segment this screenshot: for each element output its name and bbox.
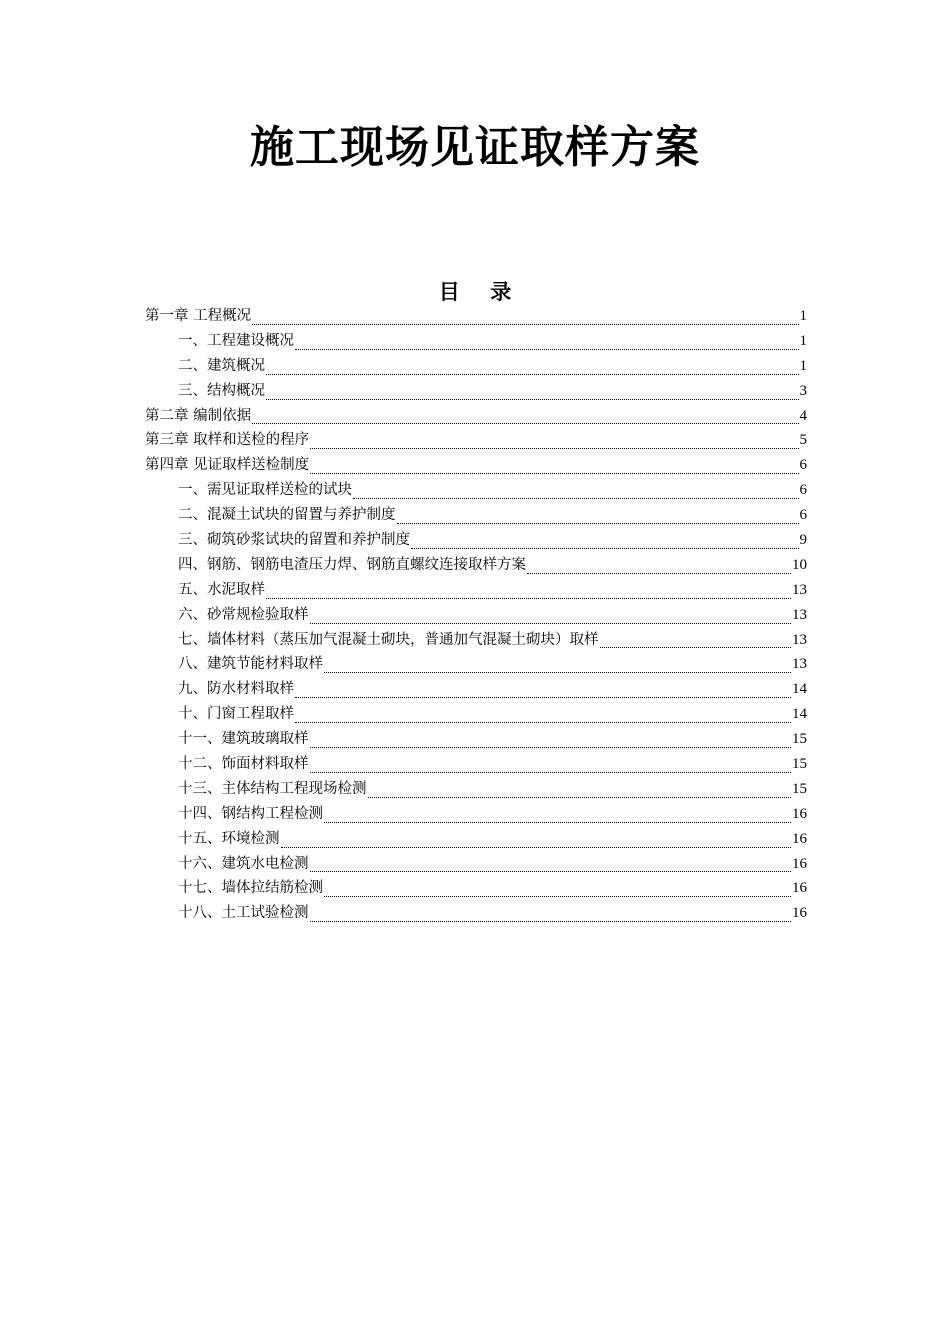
toc-entry-label: 九、防水材料取样: [178, 681, 294, 698]
toc-entry[interactable]: [145, 652, 807, 677]
toc-entry-label: 三、砌筑砂浆试块的留置和养护制度: [178, 532, 410, 549]
toc-entry-label: 一、需见证取样送检的试块: [178, 482, 352, 499]
toc-entry[interactable]: [145, 802, 807, 827]
toc-dot-leader: [310, 747, 792, 748]
toc-page-number: 1: [799, 332, 807, 349]
toc-dot-leader: [368, 797, 792, 798]
toc-entry[interactable]: [145, 354, 807, 379]
toc-page-number: 5: [799, 432, 807, 449]
toc-dot-leader: [397, 523, 799, 524]
toc-entry-label: 二、建筑概况: [178, 357, 265, 374]
toc-dot-leader: [295, 697, 791, 698]
toc-entry-label: 十一、建筑玻璃取样: [178, 731, 309, 748]
toc-page-number: 6: [799, 507, 807, 524]
toc-dot-leader: [324, 822, 791, 823]
toc-entry[interactable]: [145, 628, 807, 653]
toc-dot-leader: [252, 324, 798, 325]
toc-page-number: 13: [792, 581, 807, 598]
toc-dot-leader: [252, 423, 798, 424]
toc-entry-label: 八、建筑节能材料取样: [178, 656, 323, 673]
toc-entry-label: 二、混凝土试块的留置与养护制度: [178, 507, 396, 524]
toc-entry[interactable]: [145, 478, 807, 503]
toc-entry-label: 十五、环境检测: [178, 830, 280, 847]
toc-entry[interactable]: [145, 677, 807, 702]
document-title: 施工现场见证取样方案: [250, 122, 700, 173]
toc-dot-leader: [310, 473, 798, 474]
toc-entry-label: 第四章 见证取样送检制度: [145, 457, 310, 474]
toc-entry-label: 十六、建筑水电检测: [178, 855, 309, 872]
toc-page-number: 16: [792, 905, 807, 922]
toc-entry-label: 第二章 编制依据: [145, 407, 252, 424]
toc-entry[interactable]: [145, 553, 807, 578]
toc-entry[interactable]: [145, 852, 807, 877]
toc-heading: 目 录: [438, 279, 512, 304]
toc-page-number: 15: [792, 756, 807, 773]
toc-page-number: 16: [792, 880, 807, 897]
toc-entry-label: 十四、钢结构工程检测: [178, 805, 323, 822]
toc-entry[interactable]: [145, 304, 807, 329]
toc-entry[interactable]: [145, 453, 807, 478]
toc-page-number: 1: [799, 357, 807, 374]
toc-page-number: 13: [792, 656, 807, 673]
toc-entry[interactable]: [145, 901, 807, 926]
toc-entry[interactable]: [145, 428, 807, 453]
toc-page-number: 9: [799, 532, 807, 549]
toc-dot-leader: [281, 847, 792, 848]
toc-page-number: 14: [792, 706, 807, 723]
toc-entry[interactable]: [145, 752, 807, 777]
toc-dot-leader: [310, 772, 792, 773]
toc-dot-leader: [266, 399, 799, 400]
toc-entry[interactable]: [145, 827, 807, 852]
table-of-contents: [145, 304, 807, 926]
toc-page-number: 16: [792, 855, 807, 872]
toc-page-number: 15: [792, 780, 807, 797]
toc-page-number: 15: [792, 731, 807, 748]
toc-page-number: 13: [792, 606, 807, 623]
toc-entry[interactable]: [145, 379, 807, 404]
toc-entry-label: 十八、土工试验检测: [178, 905, 309, 922]
toc-entry[interactable]: [145, 727, 807, 752]
toc-entry-label: 四、钢筋、钢筋电渣压力焊、钢筋直螺纹连接取样方案: [178, 556, 526, 573]
toc-page-number: 16: [792, 805, 807, 822]
toc-page-number: 16: [792, 830, 807, 847]
toc-entry-label: 十七、墙体拉结筋检测: [178, 880, 323, 897]
toc-entry-label: 第三章 取样和送检的程序: [145, 432, 310, 449]
toc-dot-leader: [600, 647, 792, 648]
toc-dot-leader: [310, 623, 792, 624]
toc-dot-leader: [266, 598, 791, 599]
toc-dot-leader: [295, 722, 791, 723]
toc-page-number: 13: [792, 631, 807, 648]
toc-dot-leader: [295, 349, 799, 350]
toc-dot-leader: [324, 672, 791, 673]
toc-page-number: 6: [799, 482, 807, 499]
toc-dot-leader: [310, 448, 798, 449]
toc-page-number: 1: [799, 308, 807, 324]
toc-entry-label: 三、结构概况: [178, 382, 265, 399]
toc-entry[interactable]: [145, 578, 807, 603]
toc-page-number: 14: [792, 681, 807, 698]
toc-entry-label: 一、工程建设概况: [178, 332, 294, 349]
toc-entry-label: 七、墙体材料（蒸压加气混凝土砌块，普通加气混凝土砌块）取样: [178, 631, 599, 648]
toc-entry-label: 十三、主体结构工程现场检测: [178, 780, 367, 797]
toc-entry[interactable]: [145, 404, 807, 429]
toc-dot-leader: [353, 498, 799, 499]
toc-dot-leader: [266, 374, 799, 375]
toc-dot-leader: [310, 871, 792, 872]
toc-entry[interactable]: [145, 528, 807, 553]
toc-entry[interactable]: [145, 329, 807, 354]
toc-page-number: 10: [792, 556, 807, 573]
toc-entry-label: 第一章 工程概况: [145, 308, 252, 324]
toc-entry[interactable]: [145, 603, 807, 628]
toc-dot-leader: [411, 548, 799, 549]
toc-page-number: 4: [799, 407, 807, 424]
toc-dot-leader: [310, 921, 792, 922]
toc-entry[interactable]: [145, 503, 807, 528]
toc-page-number: 6: [799, 457, 807, 474]
toc-dot-leader: [527, 573, 791, 574]
toc-entry-label: 五、水泥取样: [178, 581, 265, 598]
toc-entry[interactable]: [145, 777, 807, 802]
toc-entry[interactable]: [145, 702, 807, 727]
toc-entry-label: 十、门窗工程取样: [178, 706, 294, 723]
toc-entry[interactable]: [145, 876, 807, 901]
toc-entry-label: 六、砂常规检验取样: [178, 606, 309, 623]
toc-page-number: 3: [799, 382, 807, 399]
toc-dot-leader: [324, 896, 791, 897]
toc-entry-label: 十二、饰面材料取样: [178, 756, 309, 773]
